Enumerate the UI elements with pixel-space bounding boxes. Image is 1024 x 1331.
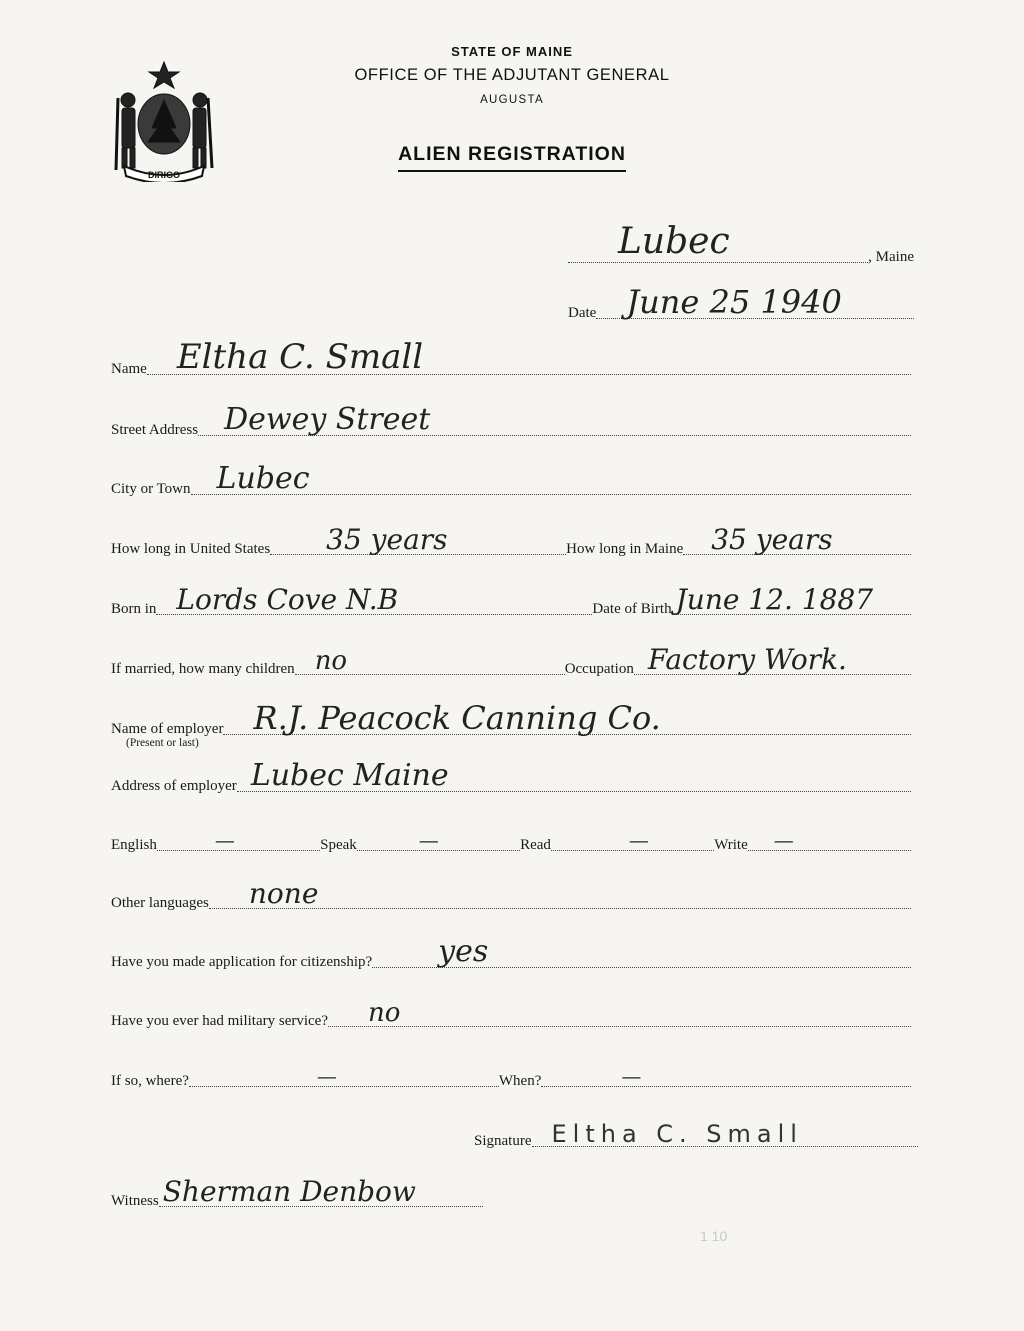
signature-value: Eltha C. Small xyxy=(551,1120,803,1148)
speak-value: — xyxy=(418,828,439,852)
city-label: City or Town xyxy=(111,481,191,497)
employer-row xyxy=(111,699,911,740)
children-value: no xyxy=(314,646,348,676)
where-value: — xyxy=(316,1064,337,1088)
dob-label: Date of Birth xyxy=(592,601,672,617)
military-value: no xyxy=(368,998,401,1028)
birth-row xyxy=(111,583,911,620)
english-value: — xyxy=(214,828,235,852)
date-label: Date xyxy=(568,305,597,321)
street-value: Dewey Street xyxy=(224,402,431,437)
employer-value: R.J. Peacock Canning Co. xyxy=(253,699,661,737)
name-row xyxy=(111,337,911,380)
name-value: Eltha C. Small xyxy=(176,337,424,377)
maine-seal-icon xyxy=(108,58,220,182)
office-heading: OFFICE OF THE ADJUTANT GENERAL xyxy=(354,66,670,84)
residence-row xyxy=(111,523,911,560)
born-value: Lords Cove N.B xyxy=(176,583,399,616)
when-label: When? xyxy=(498,1073,542,1089)
born-label: Born in xyxy=(111,601,157,617)
signature-label: Signature xyxy=(474,1133,532,1149)
when-value: — xyxy=(621,1064,642,1088)
read-value: — xyxy=(628,828,649,852)
employer-sublabel: (Present or last) xyxy=(126,737,199,749)
write-label: Write xyxy=(714,837,748,853)
location-suffix: , Maine xyxy=(868,249,914,265)
witness-label: Witness xyxy=(111,1193,159,1209)
city-value: Lubec xyxy=(216,461,310,496)
employer-address-label: Address of employer xyxy=(111,778,237,794)
witness-value: Sherman Denbow xyxy=(162,1175,416,1208)
read-label: Read xyxy=(520,837,551,853)
children-label: If married, how many children xyxy=(111,661,295,677)
date-value: June 25 1940 xyxy=(626,283,842,321)
maine-time-label: How long in Maine xyxy=(566,541,684,557)
other-languages-label: Other languages xyxy=(111,895,209,911)
english-row xyxy=(111,826,911,856)
english-label: English xyxy=(111,837,157,853)
witness-row xyxy=(111,1175,483,1212)
maine-time-value: 35 years xyxy=(711,523,833,556)
city-heading: AUGUSTA xyxy=(480,94,544,106)
employer-address-row xyxy=(111,758,911,797)
where-label: If so, where? xyxy=(111,1073,189,1089)
state-heading: STATE OF MAINE xyxy=(451,44,573,59)
street-row xyxy=(111,402,911,441)
us-time-value: 35 years xyxy=(326,523,448,556)
name-label: Name xyxy=(111,361,147,377)
citizenship-label: Have you made application for citizenship? xyxy=(111,954,373,970)
street-label: Street Address xyxy=(111,422,199,438)
occupation-value: Factory Work. xyxy=(647,643,847,676)
location-value: Lubec xyxy=(618,221,730,262)
margin-mark: 1 10 xyxy=(700,1228,728,1244)
form-title: ALIEN REGISTRATION xyxy=(398,143,626,172)
employer-label: Name of employer xyxy=(111,721,224,737)
date-row xyxy=(568,283,914,324)
employer-address-value: Lubec Maine xyxy=(250,758,449,793)
children-row xyxy=(111,643,911,680)
citizenship-value: yes xyxy=(438,934,489,969)
dob-value: June 12. 1887 xyxy=(675,583,874,616)
location-row xyxy=(568,221,914,268)
military-label: Have you ever had military service? xyxy=(111,1013,328,1029)
us-time-label: How long in United States xyxy=(111,541,271,557)
seal-motto: DIRIGO xyxy=(147,170,181,180)
occupation-label: Occupation xyxy=(564,661,634,677)
write-value: — xyxy=(773,828,794,852)
military-row xyxy=(111,998,911,1032)
service-row xyxy=(111,1062,911,1092)
other-languages-value: none xyxy=(248,877,319,910)
city-row xyxy=(111,461,911,500)
citizenship-row xyxy=(111,934,911,973)
other-languages-row xyxy=(111,877,911,914)
signature-row xyxy=(474,1122,918,1152)
speak-label: Speak xyxy=(320,837,357,853)
